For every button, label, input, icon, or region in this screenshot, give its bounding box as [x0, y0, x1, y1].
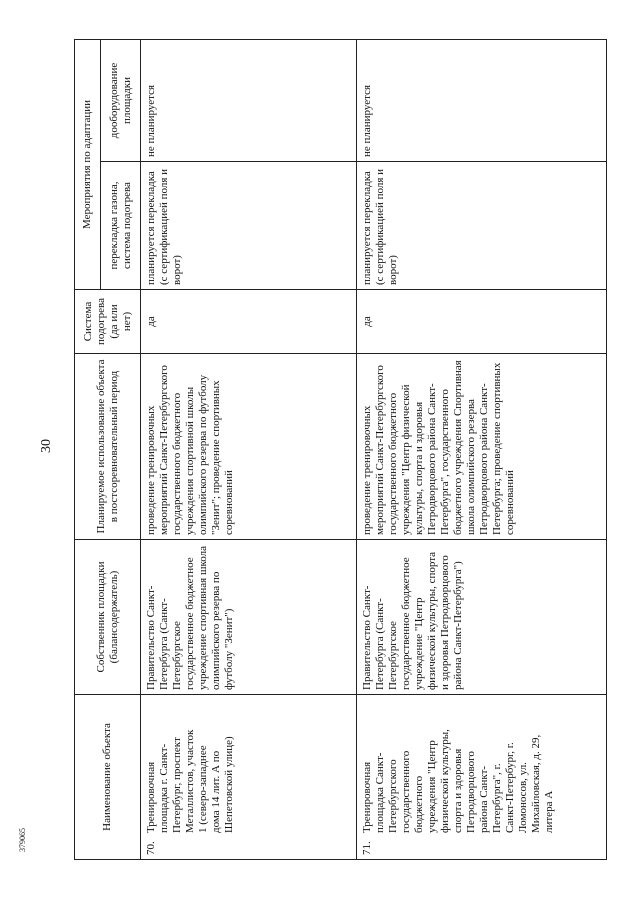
owner-cell: Правительство Санкт-Петербурга (Санкт-Петербургское государственное бюджетное учреждение "Центр физической культуры, спорта и здоровья Петродворцового района Санкт-Петербурга") — [357, 540, 607, 695]
header-owner: Собственник площадки (балансодержатель) — [75, 540, 141, 695]
extra-equipment-cell: не планируется — [141, 39, 357, 161]
table-row — [357, 39, 607, 859]
extra-equipment-cell: не планируется — [357, 39, 607, 161]
row-number: 71. — [361, 841, 373, 855]
planned-use-cell: проведение тренировочных мероприятий Санкт-Петербургского государственного бюджетного учреждения спортивной школы олимпийского резерва по футболу "Зенит"; проведение спортивных соревнований — [141, 354, 357, 540]
object-name-cell — [141, 695, 357, 860]
object-name: Тренировочная площадка г. Санкт-Петербург, проспект Металлистов, участок 1 (северо-западнее дома 14 лит. А по Шепетовской улице) — [145, 729, 235, 833]
owner-cell: Правительство Санкт-Петербурга (Санкт-Петербургское государственное бюджетное учреждение спортивная школа олимпийского резерва по футболу "Зенит") — [141, 540, 357, 695]
header-adaptation-measures: Мероприятия по адаптации — [75, 39, 101, 289]
header-turf-relaying: перекладка газона, система подогрева — [101, 162, 141, 290]
header-extra-equipment: дооборудование площадки — [101, 39, 141, 161]
heating-cell: да — [141, 290, 357, 354]
header-planned-use: Планируемое использование объекта в постсоревновательный период — [75, 354, 141, 540]
planned-use-cell: проведение тренировочных мероприятий Санкт-Петербургского государственного бюджетного учреждения "Центр физической культуры, спорта и здоровья Петродворцового района Санкт-Петербурга", государственного бюджетного учреждения Спортивная школа олимпийского резерва Петродворцового района Санкт-Петербурга; проведение спортивных соревнований — [357, 354, 607, 540]
page-number: 30 — [39, 439, 54, 453]
document-code: 379065 — [18, 828, 27, 852]
turf-cell: планируется перекладка (с сертификацией поля и ворот) — [141, 162, 357, 290]
object-name-cell — [357, 695, 607, 860]
header-heating-system: Система подогрева (да или нет) — [75, 290, 141, 354]
objects-table — [74, 39, 607, 860]
turf-cell: планируется перекладка (с сертификацией поля и ворот) — [357, 162, 607, 290]
rotated-table-region — [74, 40, 618, 860]
object-name: Тренировочная площадка Санкт-Петербургского государственного бюджетного учреждения "Центр физической культуры, спорта и здоровья Петродворцового района Санкт-Петербурга", г. Санкт-Петербург, г. Ломоносов, ул. Михайловская, д. 29, литера А — [361, 729, 555, 833]
table-row — [141, 39, 357, 859]
row-number: 70. — [145, 841, 157, 855]
heating-cell: да — [357, 290, 607, 354]
header-object-name: Наименование объекта — [75, 695, 141, 860]
